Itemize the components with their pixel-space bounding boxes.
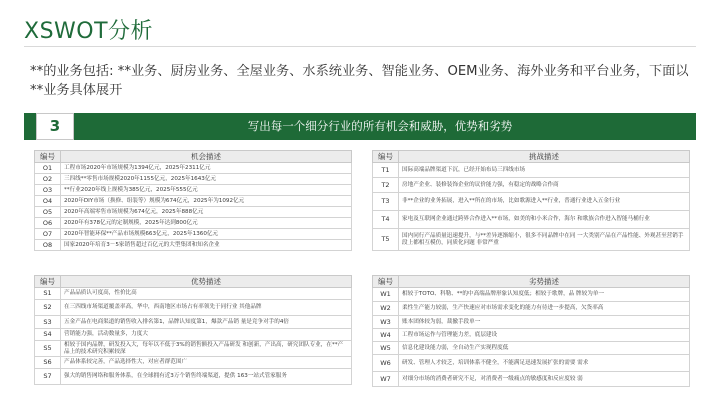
row-description: 五金产品在电商渠道的销售收入排名第1，品牌认知度第1，爆款产品销 量是竞争对手的4倍	[61, 316, 352, 329]
row-code: W7	[373, 372, 399, 387]
table-header-row	[35, 151, 352, 163]
row-code: S7	[35, 369, 61, 385]
row-code: S4	[35, 329, 61, 341]
row-description: 产品体系较完善，产品选择性大，对应者群范围广	[61, 357, 352, 369]
table-row	[373, 193, 690, 211]
row-description: 相较于TOTO、科勒、**的中高端品牌形象认知度低；相较于歌牌，品 牌较为单一	[399, 288, 690, 302]
row-code: O1	[35, 163, 61, 174]
table-row	[35, 240, 352, 251]
row-code: S1	[35, 288, 61, 300]
table-header-row	[35, 276, 352, 288]
row-description: 2020年有378亿元的定制规模，2025年达到800亿元	[61, 218, 352, 229]
row-description: 家电及互联网企业通过跨界合作进入**市场，如美的和小米合作，海尔 和歌族合作进入智能马桶行业	[399, 211, 690, 229]
column-header-description: 机会描述	[61, 151, 352, 163]
row-description: 房地产企业、装修装饰企业的议价能力强，有稳定的战略合作商	[399, 178, 690, 193]
table-header-row	[373, 151, 690, 163]
weaknesses-table	[372, 275, 690, 387]
row-description: 在三四线市场渠道覆盖率高，华中，西南地区市场占有率领先于同行业 其他品牌	[61, 300, 352, 316]
table-row	[373, 372, 690, 387]
row-code: O3	[35, 185, 61, 196]
row-code: W5	[373, 342, 399, 355]
strengths-table	[34, 275, 352, 385]
table-row	[373, 329, 690, 342]
row-description: 柔性生产能力较弱，生产快速应对市场需求变化的能力有待进一步提高，欠货率高	[399, 302, 690, 316]
row-code: W6	[373, 355, 399, 372]
column-header-description: 挑战描述	[399, 151, 690, 163]
row-description: 工程市场运作与管理能力差，底层建设	[399, 329, 690, 342]
table-row	[373, 342, 690, 355]
table-row	[35, 185, 352, 196]
table-row	[373, 163, 690, 178]
table-row	[35, 288, 352, 300]
row-code: S2	[35, 300, 61, 316]
row-code: O2	[35, 174, 61, 185]
table-row	[35, 300, 352, 316]
row-description: 2020年高端零售市场规模为674亿元，2025年888亿元	[61, 207, 352, 218]
row-description: 非**企业的业务拓展，进入**所在的市场，比如歌源进入**行业，普通行业进入五金行业	[399, 193, 690, 211]
row-description: **行业2020年线上规模为385亿元，2025年555亿元	[61, 185, 352, 196]
table-row	[35, 369, 352, 385]
table-row	[35, 163, 352, 174]
row-code: S5	[35, 341, 61, 357]
row-description: 三四线**零售市场规模2020年1155亿元，2025年1643亿元	[61, 174, 352, 185]
row-description: 2020年智能环保**产品市场规模663亿元，2025年1360亿元	[61, 229, 352, 240]
column-header-code: 编号	[35, 151, 61, 163]
table-row	[35, 196, 352, 207]
table-header-row	[373, 276, 690, 288]
row-code: T2	[373, 178, 399, 193]
column-header-code: 编号	[35, 276, 61, 288]
table-row	[35, 229, 352, 240]
row-description: 国家2020年培育3－5家销售超过百亿元的大型集团和知名企业	[61, 240, 352, 251]
table-row	[373, 229, 690, 251]
row-description: 信息化建设能力弱，全自动生产实现程度低	[399, 342, 690, 355]
row-code: T4	[373, 211, 399, 229]
table-row	[35, 316, 352, 329]
row-code: S6	[35, 357, 61, 369]
column-header-description: 优势描述	[61, 276, 352, 288]
table-row	[35, 329, 352, 341]
row-description: 国际高端品牌渠道下沉，已经开始布局三四线市场	[399, 163, 690, 178]
title-divider	[24, 46, 696, 47]
table-row	[373, 355, 690, 372]
row-code: O8	[35, 240, 61, 251]
intro-text: **的业务包括: **业务、厨房业务、全屋业务、水系统业务、智能业务、OEM业务、海外业务和平台业务，下面以**业务具体展开	[30, 64, 689, 98]
row-description: 对细分市场的消费者研究不足，对消费者一级痛点的敏感度和反应度较 弱	[399, 372, 690, 387]
slide-title: XSWOT分析	[24, 19, 154, 44]
row-description: 强大的销售网络和服务体系，在全球拥有近3万个销售终端渠道，提供 163一站式管家服务	[61, 369, 352, 385]
table-row	[35, 218, 352, 229]
banner-text: 写出每一个细分行业的所有机会和威胁，优势和劣势	[247, 119, 513, 133]
table-row	[373, 211, 690, 229]
row-description: 营销能力强，活动数量多，力度大	[61, 329, 352, 341]
row-code: O4	[35, 196, 61, 207]
row-code: O7	[35, 229, 61, 240]
table-row	[373, 316, 690, 329]
row-description: 2020年DIY市场（换修、组装等）规模为674亿元，2025年为1092亿元	[61, 196, 352, 207]
row-code: O5	[35, 207, 61, 218]
row-description: 账本团体较为弱，裁撤手段单一	[399, 316, 690, 329]
row-description: 相较于国内品牌，研发投入大，每年以不低于3%的销售额投入产品研发 和创新，产出高，研究团队专业，在**产品上的技术研究积累较深	[61, 341, 352, 357]
table-row	[35, 174, 352, 185]
row-code: S3	[35, 316, 61, 329]
row-code: T5	[373, 229, 399, 251]
column-header-code: 编号	[373, 151, 399, 163]
column-header-code: 编号	[373, 276, 399, 288]
row-code: T1	[373, 163, 399, 178]
table-row	[373, 302, 690, 316]
table-row	[373, 178, 690, 193]
table-row	[35, 357, 352, 369]
row-code: W2	[373, 302, 399, 316]
row-code: W1	[373, 288, 399, 302]
column-header-description: 劣势描述	[399, 276, 690, 288]
opportunities-table	[34, 150, 352, 251]
banner-number: 3	[36, 113, 74, 140]
row-description: 国内同行产品质量迅速提升，与**差异逐渐缩小，很多不同品牌中在同 一大类别产品在产品性能、外观甚至营销手段上都相互模仿，同质化问题 非常严重	[399, 229, 690, 251]
threats-table	[372, 150, 690, 251]
row-code: W3	[373, 316, 399, 329]
row-code: O6	[35, 218, 61, 229]
row-description: 工程市场2020年市场规模为1394亿元，2025年2311亿元	[61, 163, 352, 174]
row-description: 研发、管理人才较乏，培训体系不健全，不能满足迅速发展扩张的需要 需求	[399, 355, 690, 372]
row-code: T3	[373, 193, 399, 211]
table-row	[35, 341, 352, 357]
row-description: 产品品质认可度高，性价比高	[61, 288, 352, 300]
table-row	[35, 207, 352, 218]
table-row	[373, 288, 690, 302]
row-code: W4	[373, 329, 399, 342]
